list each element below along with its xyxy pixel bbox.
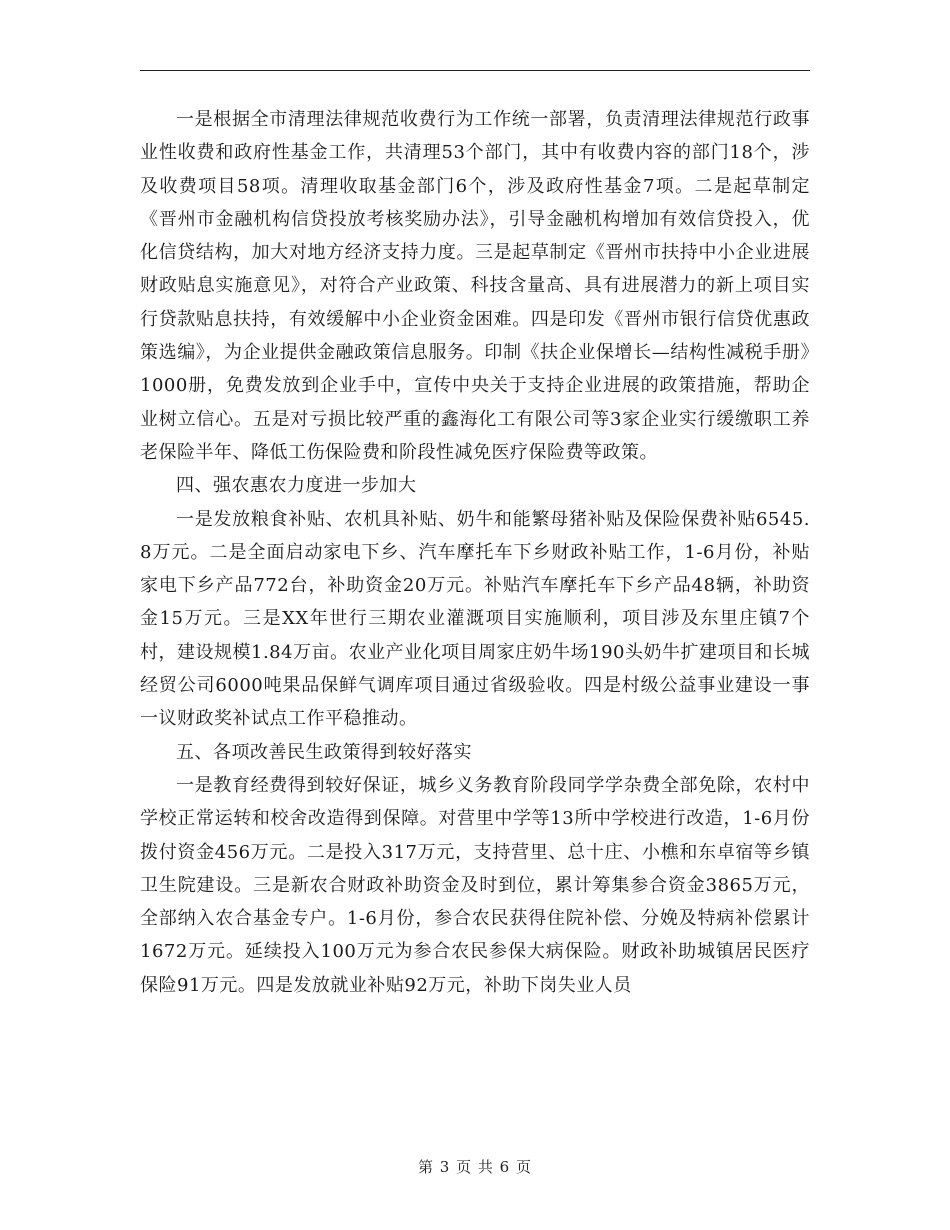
paragraph-livelihood: 一是教育经费得到较好保证，城乡义务教育阶段同学学杂费全部免除，农村中学校正常运转和校舍改造得到保障。对营里中学等13所中学校进行改造，1-6月份拨付资金456万元。二是投入317万元，支持营里、总十庄、小樵和东卓宿等乡镇卫生院建设。三是新农合财政补助资金及时到位，累计筹集参合资金3865万元，全部纳入农合基金专户。1-6月份，参合农民获得住院补偿、分娩及特病补偿累计1672万元。延续投入100万元为参合农民参保大病保险。财政补助城镇居民医疗保险91万元。四是发放就业补贴92万元，补助下岗失业人员 bbox=[140, 774, 810, 996]
document-body bbox=[140, 103, 810, 1002]
header-rule bbox=[140, 70, 810, 71]
page-number: 第 3 页 共 6 页 bbox=[418, 1158, 532, 1176]
paragraph-agriculture: 一是发放粮食补贴、农机具补贴、奶牛和能繁母猪补贴及保险保费补贴6545.8万元。二是全面启动家电下乡、汽车摩托车下乡财政补贴工作，1-6月份，补贴家电下乡产品772台，补助资金20万元。补贴汽车摩托车下乡产品48辆，补助资金15万元。三是XX年世行三期农业灌溉项目实施顺利，项目涉及东里庄镇7个村，建设规模1.84万亩。农业产业化项目周家庄奶牛场190头奶牛扩建项目和长城经贸公司6000吨果品保鲜气调库项目通过省级验收。四是村级公益事业建设一事一议财政奖补试点工作平稳推动。 bbox=[140, 508, 810, 730]
paragraph-tax-policy: 一是根据全市清理法律规范收费行为工作统一部署，负责清理法律规范行政事业性收费和政府性基金工作，共清理53个部门，其中有收费内容的部门18个，涉及收费项目58项。清理收取基金部门6个，涉及政府性基金7项。二是起草制定《晋州市金融机构信贷投放考核奖励办法》，引导金融机构增加有效信贷投入，优化信贷结构，加大对地方经济支持力度。三是起草制定《晋州市扶持中小企业进展财政贴息实施意见》，对符合产业政策、科技含量高、具有进展潜力的新上项目实行贷款贴息扶持，有效缓解中小企业资金困难。四是印发《晋州市银行信贷优惠政策选编》，为企业提供金融政策信息服务。印制《扶企业保增长—结构性减税手册》1000册，免费发放到企业手中，宣传中央关于支持企业进展的政策措施，帮助企业树立信心。五是对亏损比较严重的鑫海化工有限公司等3家企业实行缓缴职工养老保险半年、降低工伤保险费和阶段性减免医疗保险费等政策。 bbox=[140, 109, 810, 463]
section-heading-agriculture: 四、强农惠农力度进一步加大 bbox=[176, 475, 417, 497]
section-heading-livelihood: 五、各项改善民生政策得到较好落实 bbox=[176, 741, 472, 763]
